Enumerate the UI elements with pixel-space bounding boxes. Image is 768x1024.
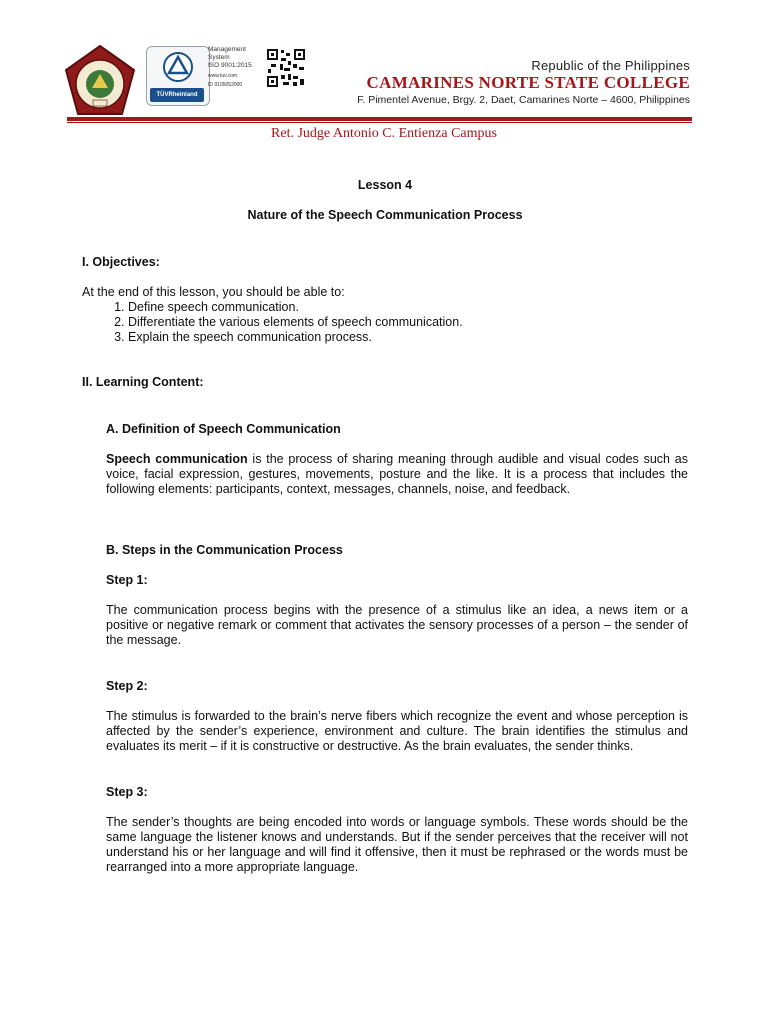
lesson-title: Nature of the Speech Communication Process [247,208,523,222]
objectives-intro: At the end of this lesson, you should be able to: [82,285,345,299]
iso-line: Management [208,46,246,53]
learning-content-heading: II. Learning Content: [82,375,204,389]
iso-line: ISO 9001:2015 [208,62,252,69]
step-1-text: The communication process begins with the presence of a stimulus like an idea, a news item or a positive or negative remark or comment that activates the sensory processes of a person – the sender of the message. [106,603,688,647]
step-2-text: The stimulus is forwarded to the brain’s nerve fibers which recognize the event and whose perception is affected by the sender’s experience, environment and culture. The brain identifies the stimulus and evaluates its merit – if it is constructive or destructive. As the brain evaluates, the sender thinks. [106,709,688,753]
objectives-heading: I. Objectives: [82,255,160,269]
list-item: 1. Define speech communication. [128,300,688,315]
section-b-heading: B. Steps in the Communication Process [106,543,343,557]
cert-id: ID 9105052000 [208,82,243,88]
step-3-text: The sender’s thoughts are being encoded into words or language symbols. These words should be the same language the listener knows and understands. But if the sender perceives that the receiver will not understand his or her language and will find it offensive, then it must be rephrased or the words must be rearranged into a more appropriate language. [106,815,688,874]
definition-paragraph [106,452,688,497]
list-item: 3. Explain the speech communication process. [128,330,688,345]
letterhead [0,0,768,160]
header-divider-thin [67,122,692,123]
cert-name: TÜVRheinland [150,88,204,102]
lesson-number: Lesson 4 [357,178,413,192]
step-1-label: Step 1: [106,573,148,587]
qr-code-icon [266,48,306,88]
tuv-logo-icon [147,47,209,87]
cert-url: www.tuv.com [208,73,238,79]
lesson-body [82,178,688,875]
republic-label: Republic of the Philippines [531,58,690,73]
campus-name: Ret. Judge Antonio C. Entienza Campus [271,126,497,141]
list-item: 2. Differentiate the various elements of speech communication. [128,315,688,330]
college-address: F. Pimentel Avenue, Brgy. 2, Daet, Camarines Norte – 4600, Philippines [357,94,690,106]
step-2-label: Step 2: [106,679,148,693]
college-name: CAMARINES NORTE STATE COLLEGE [366,73,690,92]
objectives-list [82,300,688,345]
step-3-label: Step 3: [106,785,148,799]
iso-certification-text [208,46,264,104]
definition-term: Speech communication [106,452,248,466]
definition-text: is the process of sharing meaning through audible and visual codes such as voice, facial expression, gestures, movements, posture and the like. It is a process that includes the following elements: participants, context, messages, channels, noise, and feedback. [106,452,688,496]
college-seal-logo [62,44,138,120]
section-a-heading: A. Definition of Speech Communication [106,422,341,436]
iso-line: System [208,54,230,61]
header-divider [67,117,692,121]
